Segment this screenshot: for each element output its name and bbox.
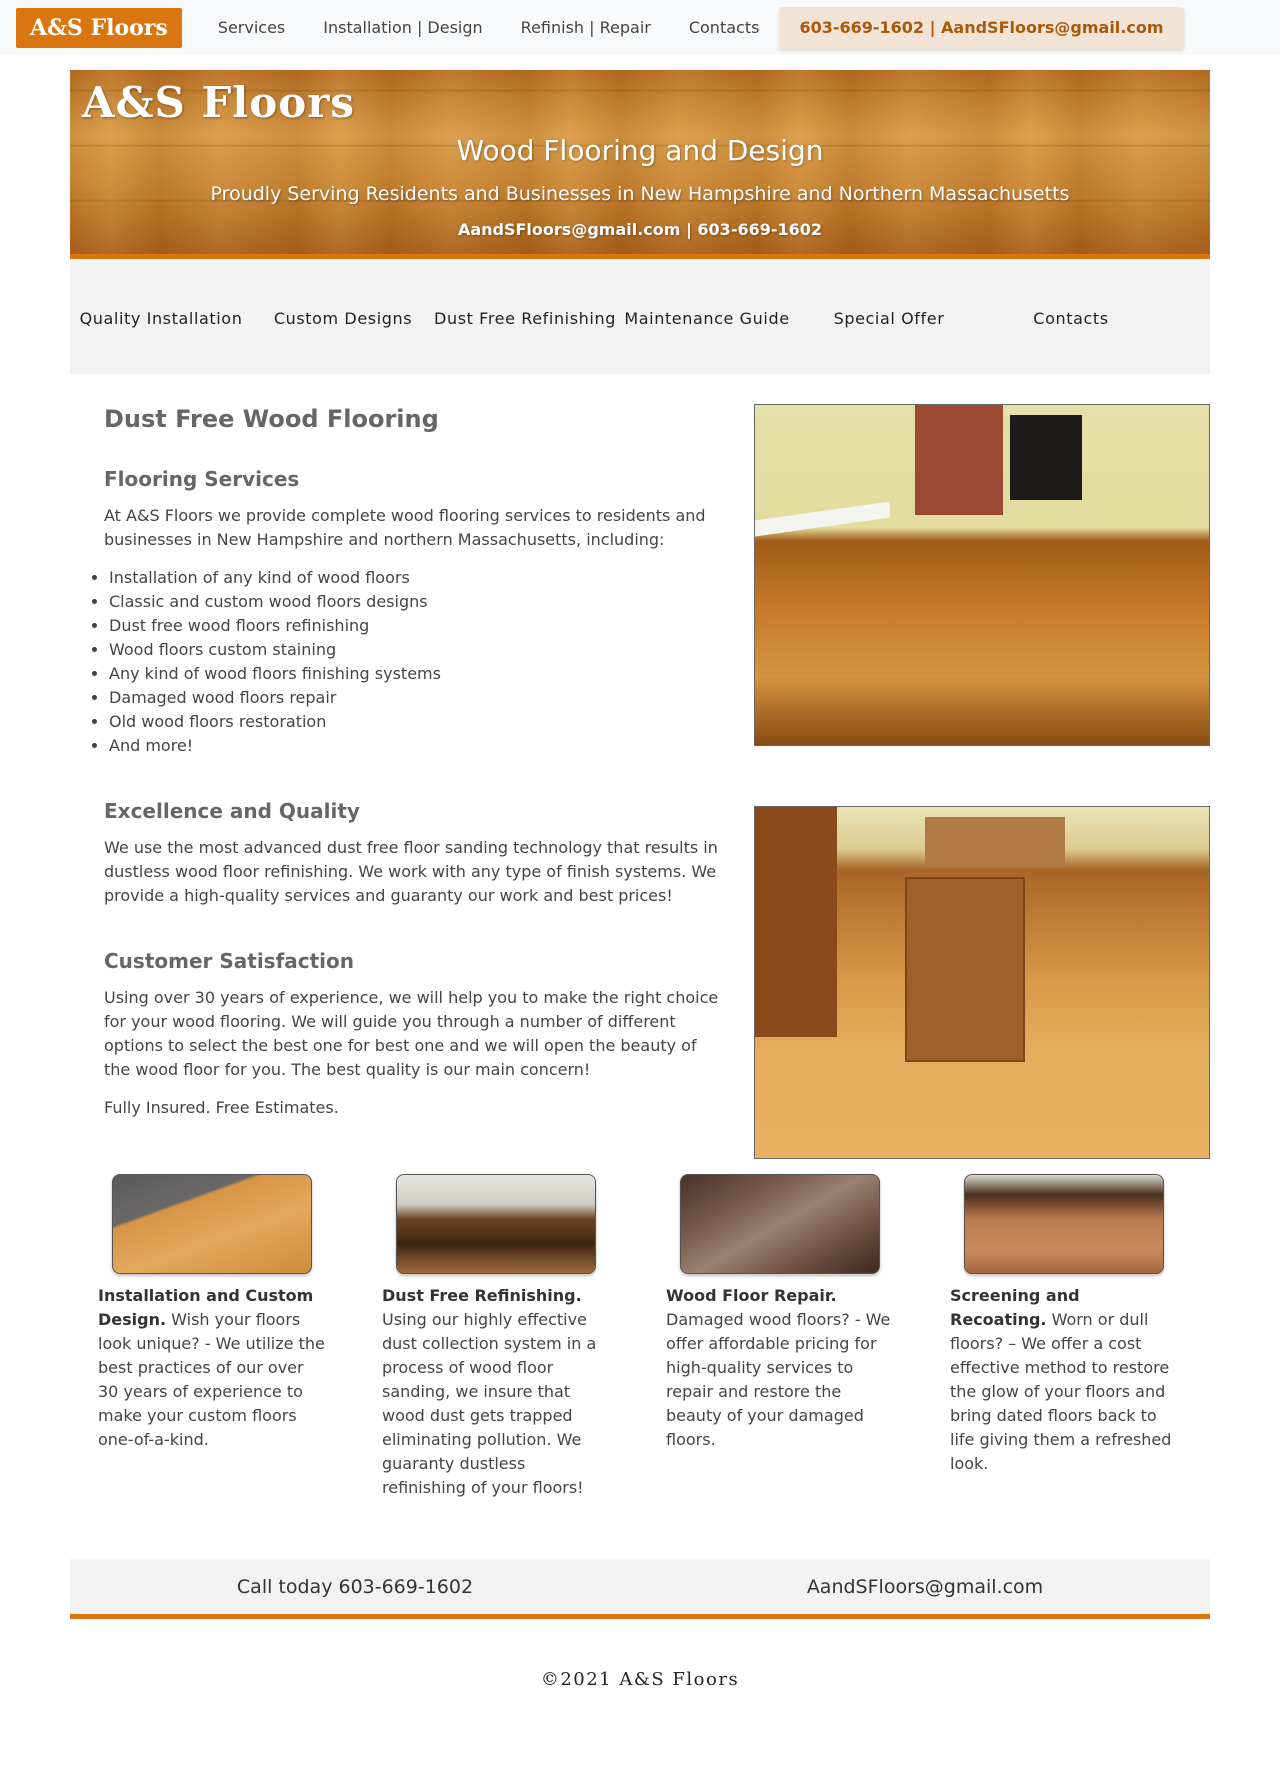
- page-container: [70, 70, 1210, 1759]
- satisfaction-text: Using over 30 years of experience, we will help you to make the right choice for your wood flooring. We will guide you through a number of different options to select the best one for best one and we will open the beauty of the wood floor for you. The best quality is our main concern!: [104, 988, 719, 1079]
- hero-contact[interactable]: AandSFloors@gmail.com | 603-669-1602: [457, 220, 823, 239]
- page-title: Dust Free Wood Flooring: [104, 405, 439, 433]
- feature-repair: [666, 1174, 896, 1559]
- nav-link-installation-design[interactable]: Installation | Design: [323, 18, 483, 37]
- services-list: [92, 566, 724, 758]
- excellence-text: We use the most advanced dust free floor sanding technology that results in dustless wood floor refinishing. We work with any type of finish systems. We provide a high-quality services and guaranty our work and best prices!: [104, 838, 718, 905]
- list-item: • Old wood floors restoration: [109, 710, 724, 734]
- secnav-custom-designs[interactable]: Custom Designs: [273, 309, 413, 328]
- tile-backsplash: [925, 817, 1065, 867]
- secnav-contacts[interactable]: Contacts: [1033, 309, 1109, 328]
- kitchen-floor-photo: [754, 806, 1210, 1159]
- insured-note: Fully Insured. Free Estimates.: [104, 1098, 339, 1117]
- list-item: • And more!: [109, 734, 724, 758]
- feature-text: Damaged wood floors? - We offer affordable pricing for high-quality services to repair and restore the beauty of your damaged floors.: [666, 1310, 891, 1449]
- nav-link-contacts[interactable]: Contacts: [688, 18, 760, 37]
- nav-link-services[interactable]: Services: [217, 18, 286, 37]
- nav-link-refinish-repair[interactable]: Refinish | Repair: [520, 18, 651, 37]
- repair-thumbnail[interactable]: [680, 1174, 880, 1274]
- top-contact-link[interactable]: 603-669-1602 | AandSFloors@gmail.com: [779, 7, 1183, 49]
- feature-text: Using our highly effective dust collection system in a process of wood floor sanding, we insure that wood dust gets trapped eliminating pollution. We guaranty dustless refinishing of your floors!: [382, 1310, 597, 1497]
- satisfaction-heading: Customer Satisfaction: [104, 949, 355, 973]
- baseboard-heater: [755, 502, 890, 537]
- feature-installation: [98, 1174, 328, 1559]
- flooring-services-intro: At A&S Floors we provide complete wood flooring services to residents and businesses in New Hampshire and northern Massachusetts, including:: [104, 506, 706, 549]
- hero-title: A&S Floors: [82, 78, 356, 127]
- secnav-maintenance-guide[interactable]: Maintenance Guide: [624, 309, 790, 328]
- kitchen-island: [905, 877, 1025, 1062]
- feature-text: Worn or dull floors? – We offer a cost effective method to restore the glow of your floors and bring dated floors back to life giving them a refreshed look.: [950, 1310, 1172, 1473]
- feature-text: Wish your floors look unique? - We utilize the best practices of our over 30 years of experience to make your custom floors one-of-a-kind.: [98, 1310, 325, 1449]
- footer-phone[interactable]: Call today 603-669-1602: [236, 1575, 474, 1598]
- living-room-floor-photo: [754, 404, 1210, 746]
- feature-refinishing: [382, 1174, 612, 1559]
- brand-logo[interactable]: A&S Floors: [16, 8, 182, 48]
- excellence-heading: Excellence and Quality: [104, 799, 360, 823]
- installation-thumbnail[interactable]: [112, 1174, 312, 1274]
- list-item: • Dust free wood floors refinishing: [109, 614, 724, 638]
- list-item: • Damaged wood floors repair: [109, 686, 724, 710]
- screening-thumbnail[interactable]: [964, 1174, 1164, 1274]
- feature-cards: [70, 1174, 1210, 1559]
- hero-subtitle: Wood Flooring and Design: [456, 134, 824, 167]
- feature-title: Screening and Recoating.: [950, 1286, 1080, 1329]
- hero-banner: [70, 70, 1210, 259]
- feature-title: Dust Free Refinishing.: [382, 1286, 582, 1305]
- list-item: • Any kind of wood floors finishing systems: [109, 662, 724, 686]
- contact-footer: [70, 1559, 1210, 1619]
- wood-stove: [1010, 415, 1082, 500]
- kitchen-cabinet: [755, 807, 837, 1037]
- top-navbar: [0, 0, 1280, 55]
- feature-screening: [950, 1174, 1180, 1559]
- list-item: • Classic and custom wood floors designs: [109, 590, 724, 614]
- secnav-special-offer[interactable]: Special Offer: [833, 309, 945, 328]
- main-text-column: [104, 404, 724, 1134]
- list-item: • Installation of any kind of wood floors: [109, 566, 724, 590]
- list-item: • Wood floors custom staining: [109, 638, 724, 662]
- fireplace-brick: [915, 405, 1003, 515]
- flooring-services-heading: Flooring Services: [104, 467, 300, 491]
- secnav-quality-installation[interactable]: Quality Installation: [79, 309, 243, 328]
- refinishing-thumbnail[interactable]: [396, 1174, 596, 1274]
- copyright: ©2021 A&S Floors: [540, 1669, 740, 1690]
- secnav-dust-free-refinishing[interactable]: Dust Free Refinishing: [434, 309, 616, 328]
- main-content: [70, 374, 1210, 1174]
- feature-title: Installation and Custom Design.: [98, 1286, 314, 1329]
- hero-tagline: Proudly Serving Residents and Businesses in New Hampshire and Northern Massachusetts: [210, 183, 1070, 205]
- section-nav: [70, 259, 1210, 374]
- feature-title: Wood Floor Repair.: [666, 1286, 837, 1305]
- footer-email[interactable]: AandSFloors@gmail.com: [806, 1575, 1044, 1598]
